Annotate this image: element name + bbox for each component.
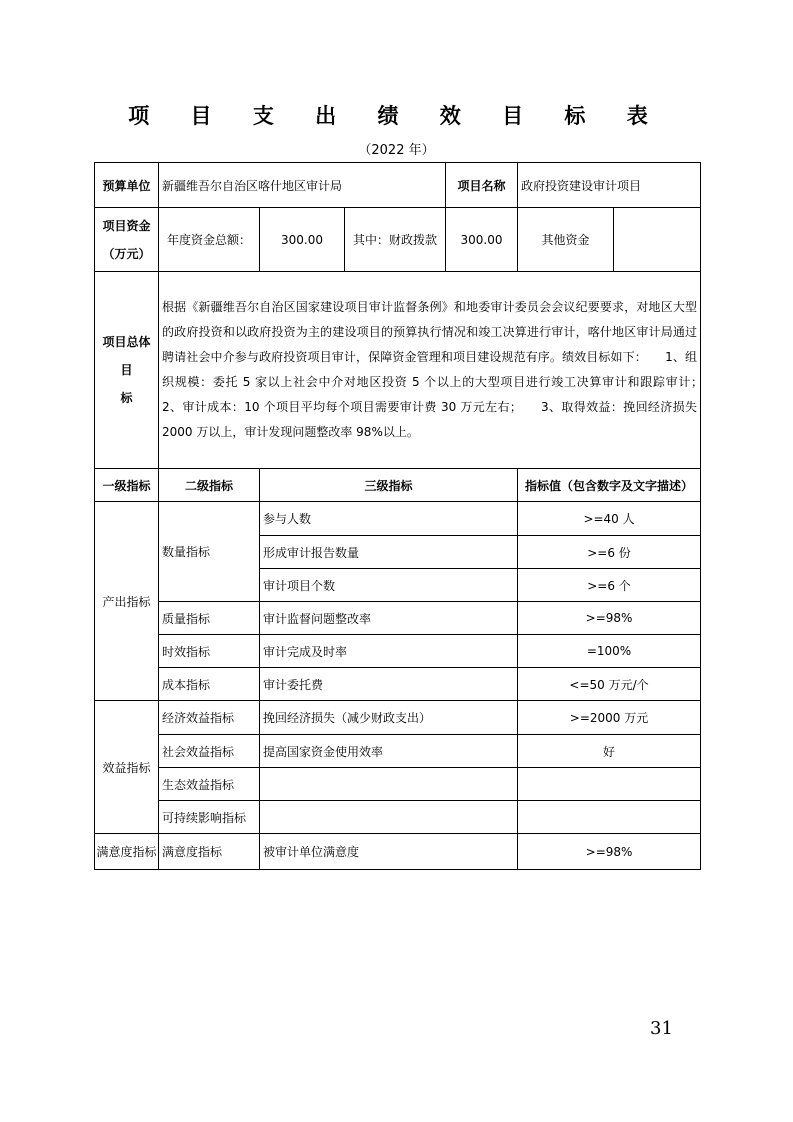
group-benefit: 效益指标 xyxy=(95,701,159,834)
row-level2: 数量指标 xyxy=(159,502,260,602)
col-value: 指标值（包含数字及文字描述） xyxy=(518,469,701,502)
funds-label-line2: （万元） xyxy=(102,246,151,261)
group-output: 产出指标 xyxy=(95,502,159,701)
funds-label-line1: 项目资金 xyxy=(102,218,151,233)
row-level3: 挽回经济损失（减少财政支出） xyxy=(260,701,518,735)
row-level2: 可持续影响指标 xyxy=(159,801,260,834)
row-level3: 审计完成及时率 xyxy=(260,635,518,668)
budget-unit-label: 预算单位 xyxy=(95,163,159,208)
other-funds-value xyxy=(614,208,701,272)
page-title: 项 目 支 出 绩 效 目 标 表 xyxy=(128,104,665,128)
goal-label-line2: 标 xyxy=(120,391,133,405)
row-level3 xyxy=(260,768,518,801)
col-level1: 一级指标 xyxy=(95,469,159,502)
col-level2: 二级指标 xyxy=(159,469,260,502)
row-level3: 被审计单位满意度 xyxy=(260,834,518,870)
row-value: <=50 万元/个 xyxy=(518,668,701,701)
project-name-label: 项目名称 xyxy=(446,163,518,208)
funds-label xyxy=(95,208,159,272)
row-level3 xyxy=(260,801,518,834)
goal-text: 根据《新疆维吾尔自治区国家建设项目审计监督条例》和地委审计委员会会议纪要要求，对地区大型的政府投资和以政府投资为主的建设项目的预算执行情况和竣工决算进行审计，喀什地区审计局通过聘请社会中介参与政府投资项目审计，保障资金管理和项目建设规范有序。绩效目标如下： 1、组织规模：委托 5 家以上社会中介对地区投资 5 个以上的大型项目进行竣工决算审计和跟踪审计； 2、审计成本：10 个项目平均每个项目需要审计费 30 万元左右； 3、取得效益：挽回经济损失 2000 万以上，审计发现问题整改率 98%以上。 xyxy=(159,272,701,469)
goal-label xyxy=(95,272,159,469)
row-value: >=40 人 xyxy=(518,502,701,536)
performance-target-table xyxy=(94,162,722,870)
row-value: >=6 份 xyxy=(518,536,701,569)
group-satisfaction: 满意度指标 xyxy=(95,834,159,870)
annual-total-value: 300.00 xyxy=(260,208,345,272)
project-name-value: 政府投资建设审计项目 xyxy=(518,163,701,208)
row-level2: 生态效益指标 xyxy=(159,768,260,801)
budget-unit-value: 新疆维吾尔自治区喀什地区审计局 xyxy=(159,163,446,208)
row-level3: 形成审计报告数量 xyxy=(260,536,518,569)
row-level2: 质量指标 xyxy=(159,602,260,635)
row-level3: 参与人数 xyxy=(260,502,518,536)
goal-label-line1: 项目总体目 xyxy=(102,335,151,377)
row-level2: 社会效益指标 xyxy=(159,735,260,768)
row-value xyxy=(518,801,701,834)
row-value: >=2000 万元 xyxy=(518,701,701,735)
fiscal-label: 其中：财政拨款 xyxy=(345,208,446,272)
row-value: 好 xyxy=(518,735,701,768)
col-level3: 三级指标 xyxy=(260,469,518,502)
row-value: =100% xyxy=(518,635,701,668)
row-value: >=98% xyxy=(518,834,701,870)
page-number: 31 xyxy=(650,1018,673,1039)
other-funds-label: 其他资金 xyxy=(518,208,614,272)
fiscal-value: 300.00 xyxy=(446,208,518,272)
row-level3: 审计项目个数 xyxy=(260,569,518,602)
row-level3: 审计监督问题整改率 xyxy=(260,602,518,635)
annual-total-label: 年度资金总额： xyxy=(159,208,260,272)
year-label: （2022 年） xyxy=(358,143,435,158)
row-value xyxy=(518,768,701,801)
row-level2: 经济效益指标 xyxy=(159,701,260,735)
row-level2: 时效指标 xyxy=(159,635,260,668)
row-level3: 审计委托费 xyxy=(260,668,518,701)
row-level3: 提高国家资金使用效率 xyxy=(260,735,518,768)
row-value: >=6 个 xyxy=(518,569,701,602)
row-level2: 满意度指标 xyxy=(159,834,260,870)
row-level2: 成本指标 xyxy=(159,668,260,701)
row-value: >=98% xyxy=(518,602,701,635)
